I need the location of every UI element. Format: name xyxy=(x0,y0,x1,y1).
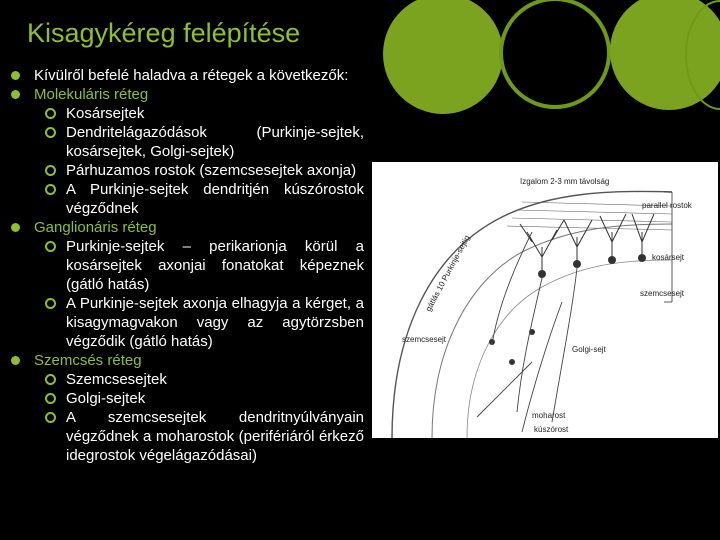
list-item: Ganglionáris réteg xyxy=(8,218,364,237)
label-parallel-fibers: parallel rostok xyxy=(642,201,692,210)
bullet-ring xyxy=(45,184,56,195)
bullet-ring xyxy=(45,241,56,252)
bullet-dot xyxy=(11,90,20,99)
diagram-drawing xyxy=(372,162,718,438)
label-distance: Izgalom 2-3 mm távolság xyxy=(520,177,610,186)
bullet-ring xyxy=(45,412,56,423)
list-item: Kosársejtek xyxy=(8,104,364,123)
list-item: Szemcsés réteg xyxy=(8,351,364,370)
bullet-ring xyxy=(45,165,56,176)
list-item: Kívülről befelé haladva a rétegek a következők: xyxy=(8,66,364,85)
list-item: Párhuzamos rostok (szemcsesejtek axonja) xyxy=(8,161,364,180)
label-purkinje-row: gátlás 10 Purkinje-sejtig xyxy=(423,233,472,313)
label-granule-cell-1: szemcsesejt xyxy=(640,289,685,298)
list-item: Dendritelágazódások (Purkinje-sejtek, kosársejtek, Golgi-sejtek) xyxy=(8,123,364,161)
label-mossy-fiber: moharost xyxy=(532,411,566,420)
bullet-dot xyxy=(11,71,20,80)
slide-title: Kisagykéreg felépítése xyxy=(27,18,301,48)
bullet-ring xyxy=(45,374,56,385)
bullet-ring xyxy=(45,298,56,309)
bullet-dot xyxy=(11,223,20,232)
list-item: Golgi-sejtek xyxy=(8,389,364,408)
list-item: A Purkinje-sejtek dendritjén kúszórostok végződnek xyxy=(8,180,364,218)
list-item: A szemcsesejtek dendritnyúlványain végződnek a moharostok (perifériáról érkező idegrostok végelágazódásai) xyxy=(8,408,364,465)
bullet-ring xyxy=(45,393,56,404)
bullet-ring xyxy=(45,108,56,119)
label-golgi-cell: Golgi-sejt xyxy=(572,345,606,354)
bullet-list xyxy=(8,66,364,465)
decorative-circle-1 xyxy=(383,0,503,114)
bullet-dot xyxy=(11,356,20,365)
cerebellar-cortex-diagram xyxy=(372,162,718,438)
decorative-circle-2 xyxy=(499,0,611,109)
list-item: Szemcsesejtek xyxy=(8,370,364,389)
label-basket-cell: kosársejt xyxy=(652,253,685,262)
list-item: Purkinje-sejtek – perikarionja körül a kosársejtek axonjai fonatokat képeznek (gátló hatás) xyxy=(8,237,364,294)
label-granule-cell-2: szemcsesejt xyxy=(402,335,447,344)
bullet-ring xyxy=(45,127,56,138)
label-climbing-fiber: kúszórost xyxy=(534,425,569,434)
list-item: Molekuláris réteg xyxy=(8,85,364,104)
list-item: A Purkinje-sejtek axonja elhagyja a kérget, a kisagymagvakon vagy az agytörzsben végződik (gátló hatás) xyxy=(8,294,364,351)
